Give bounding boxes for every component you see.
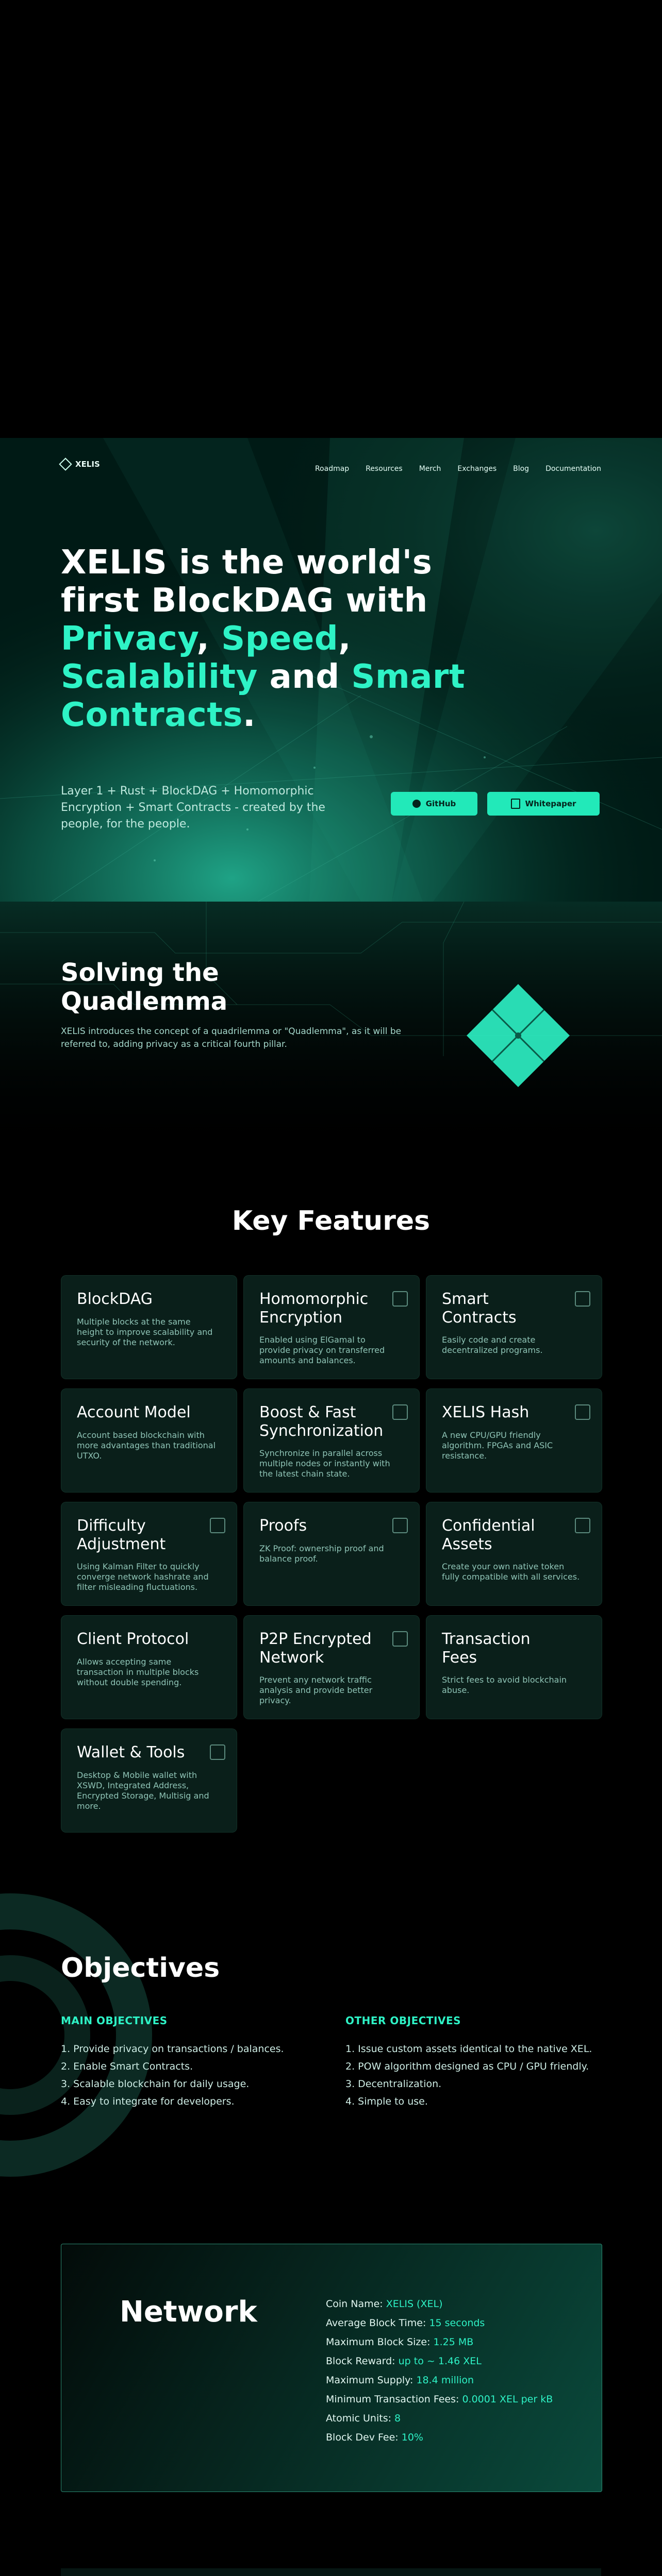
whitepaper-button[interactable] xyxy=(487,792,600,816)
feature-text: Strict fees to avoid blockchain abuse. xyxy=(442,1675,567,1695)
other-objectives-title: OTHER OBJECTIVES xyxy=(345,2014,461,2027)
spec-dev-fee xyxy=(326,2428,573,2447)
feature-text: ZK Proof: ownership proof and balance proof. xyxy=(259,1544,384,1564)
spec-min-fees xyxy=(326,2390,573,2409)
brand-name: XELIS xyxy=(75,460,100,469)
github-button-label: GitHub xyxy=(425,799,456,808)
objectives-title: Objectives xyxy=(61,1953,220,1984)
feature-text: Prevent any network traffic analysis and provide better privacy. xyxy=(259,1675,373,1705)
spec-label: Maximum Supply: xyxy=(326,2375,417,2386)
feature-title: P2P Encrypted Network xyxy=(259,1630,372,1667)
feature-card-smart-contracts xyxy=(426,1275,602,1379)
spec-value: 15 seconds xyxy=(429,2317,485,2329)
nav-link-roadmap[interactable]: Roadmap xyxy=(315,465,350,473)
list-item: 1. Issue custom assets identical to the native XEL. xyxy=(345,2043,592,2055)
hero-word-scalability: Scalability xyxy=(61,658,258,696)
spec-block-reward xyxy=(326,2352,573,2371)
feature-card-transaction-fees xyxy=(426,1615,602,1719)
feature-text: Synchronize in parallel across multiple nodes or instantly with the latest chain state. xyxy=(259,1448,390,1479)
spec-value: up to ~ 1.46 XEL xyxy=(398,2355,482,2367)
hero-comma-2: , xyxy=(338,620,351,658)
spec-label: Maximum Block Size: xyxy=(326,2336,434,2348)
asset-icon xyxy=(575,1518,590,1533)
hero-line-4 xyxy=(61,658,525,696)
network-specs xyxy=(326,2295,573,2447)
spec-value: 0.0001 XEL per kB xyxy=(462,2394,553,2405)
hero-line-1: XELIS is the world's xyxy=(61,544,433,582)
feature-title: BlockDAG xyxy=(77,1290,153,1308)
feature-card-p2p-network xyxy=(243,1615,420,1719)
github-button[interactable] xyxy=(391,792,477,816)
chart-icon xyxy=(210,1518,225,1533)
contract-icon xyxy=(575,1291,590,1307)
feature-title: Confidential Assets xyxy=(442,1517,535,1553)
main-nav xyxy=(315,465,601,473)
hero-comma-1: , xyxy=(196,620,222,658)
feature-text: A new CPU/GPU friendly algorithm. FPGAs and ASIC resistance. xyxy=(442,1430,553,1461)
feature-text: Multiple blocks at the same height to improve scalability and security of the network. xyxy=(77,1317,213,1347)
feature-title: Smart Contracts xyxy=(442,1290,517,1327)
network-title: Network xyxy=(120,2295,257,2329)
feature-title: Account Model xyxy=(77,1403,191,1421)
network-icon xyxy=(392,1631,408,1647)
sync-icon xyxy=(392,1404,408,1420)
nav-link-documentation[interactable]: Documentation xyxy=(545,465,601,473)
spec-label: Atomic Units: xyxy=(326,2413,395,2424)
hero-word-speed: Speed xyxy=(221,620,339,658)
spec-label: Coin Name: xyxy=(326,2298,386,2310)
feature-card-boost-sync xyxy=(243,1388,420,1493)
features-title: Key Features xyxy=(231,1206,431,1236)
hero-word-and: and xyxy=(257,658,352,696)
logo-icon xyxy=(59,457,72,470)
list-item: 4. Easy to integrate for developers. xyxy=(61,2096,235,2107)
feature-text: Using Kalman Filter to quickly converge network hashrate and filter misleading fluctuations. xyxy=(77,1562,209,1592)
feature-card-client-protocol xyxy=(61,1615,237,1719)
feature-card-wallet-tools xyxy=(61,1728,237,1833)
spec-block-size xyxy=(326,2333,573,2352)
feature-title: Wallet & Tools xyxy=(77,1743,185,1761)
feature-title: Boost & Fast Synchronization xyxy=(259,1403,384,1440)
supply-panel xyxy=(61,2568,601,2576)
whitepaper-button-label: Whitepaper xyxy=(525,799,576,808)
list-item: 1. Provide privacy on transactions / balances. xyxy=(61,2043,284,2055)
feature-text: Enabled using ElGamal to provide privacy on transferred amounts and balances. xyxy=(259,1335,385,1365)
spec-value: 10% xyxy=(401,2432,423,2443)
hero-period: . xyxy=(242,696,256,734)
list-item: 2. POW algorithm designed as CPU / GPU friendly. xyxy=(345,2061,589,2072)
feature-title: XELIS Hash xyxy=(442,1403,529,1421)
spec-value: XELIS (XEL) xyxy=(386,2298,443,2310)
spec-atomic-units xyxy=(326,2409,573,2428)
spec-label: Minimum Transaction Fees: xyxy=(326,2394,462,2405)
main-objectives-title: MAIN OBJECTIVES xyxy=(61,2014,168,2027)
spec-coin-name xyxy=(326,2295,573,2314)
feature-text: Account based blockchain with more advantages than traditional UTXO. xyxy=(77,1430,216,1461)
hero-line-5 xyxy=(61,696,525,734)
document-icon xyxy=(511,799,520,809)
hero-line-2: first BlockDAG with xyxy=(61,582,428,620)
main-objectives xyxy=(61,2014,329,2110)
feature-card-homomorphic-encryption xyxy=(243,1275,420,1379)
spec-label: Block Dev Fee: xyxy=(326,2432,402,2443)
quadlemma-text: XELIS introduces the concept of a quadrilemma or "Quadlemma", as it will be referred to, adding privacy as a critical fourth pillar. xyxy=(61,1026,402,1049)
lock-icon xyxy=(392,1291,408,1307)
list-item: 3. Scalable blockchain for daily usage. xyxy=(61,2078,250,2090)
feature-card-proofs xyxy=(243,1502,420,1606)
spec-label: Average Block Time: xyxy=(326,2317,429,2329)
list-item: 2. Enable Smart Contracts. xyxy=(61,2061,193,2072)
feature-card-blockdag xyxy=(61,1275,237,1379)
nav-link-merch[interactable]: Merch xyxy=(419,465,441,473)
spec-label: Block Reward: xyxy=(326,2355,399,2367)
spec-block-time xyxy=(326,2314,573,2333)
feature-text: Easily code and create decentralized programs. xyxy=(442,1335,543,1355)
hero-word-contracts: Contracts xyxy=(61,696,243,734)
feature-title: Proofs xyxy=(259,1517,307,1535)
hero-word-smart: Smart xyxy=(351,658,466,696)
feature-text: Allows accepting same transaction in multiple blocks without double spending. xyxy=(77,1657,199,1687)
spec-value: 18.4 million xyxy=(416,2375,474,2386)
nav-link-exchanges[interactable]: Exchanges xyxy=(457,465,497,473)
proof-icon xyxy=(392,1518,408,1533)
feature-text: Desktop & Mobile wallet with XSWD, Integrated Address, Encrypted Storage, Multisig and more. xyxy=(77,1770,209,1811)
quadlemma-title: Solving the Quadlemma xyxy=(61,958,228,1016)
brand-logo[interactable] xyxy=(61,460,100,469)
feature-card-difficulty-adjustment xyxy=(61,1502,237,1606)
list-item: 4. Simple to use. xyxy=(345,2096,428,2107)
spec-value: 8 xyxy=(394,2413,401,2424)
feature-card-account-model xyxy=(61,1388,237,1493)
feature-card-xelis-hash xyxy=(426,1388,602,1493)
hero-headline xyxy=(61,544,525,734)
feature-title: Client Protocol xyxy=(77,1630,189,1648)
nav-link-resources[interactable]: Resources xyxy=(366,465,403,473)
hero-line-3 xyxy=(61,620,525,658)
feature-text: Create your own native token fully compatible with all services. xyxy=(442,1562,580,1582)
other-objectives xyxy=(345,2014,614,2110)
feature-title: Transaction Fees xyxy=(442,1630,531,1667)
wallet-icon xyxy=(210,1744,225,1760)
github-icon xyxy=(412,800,421,808)
feature-title: Homomorphic Encryption xyxy=(259,1290,369,1327)
hero-word-privacy: Privacy xyxy=(61,620,197,658)
nav-link-blog[interactable]: Blog xyxy=(513,465,529,473)
spec-max-supply xyxy=(326,2371,573,2390)
spec-value: 1.25 MB xyxy=(433,2336,474,2348)
hero-subtitle: Layer 1 + Rust + BlockDAG + Homomorphic Encryption + Smart Contracts - created by the people, for the people. xyxy=(61,785,325,831)
list-item: 3. Decentralization. xyxy=(345,2078,442,2090)
hash-icon xyxy=(575,1404,590,1420)
feature-card-confidential-assets xyxy=(426,1502,602,1606)
quadlemma-diamond-icon xyxy=(464,981,572,1090)
feature-title: Difficulty Adjustment xyxy=(77,1517,166,1553)
